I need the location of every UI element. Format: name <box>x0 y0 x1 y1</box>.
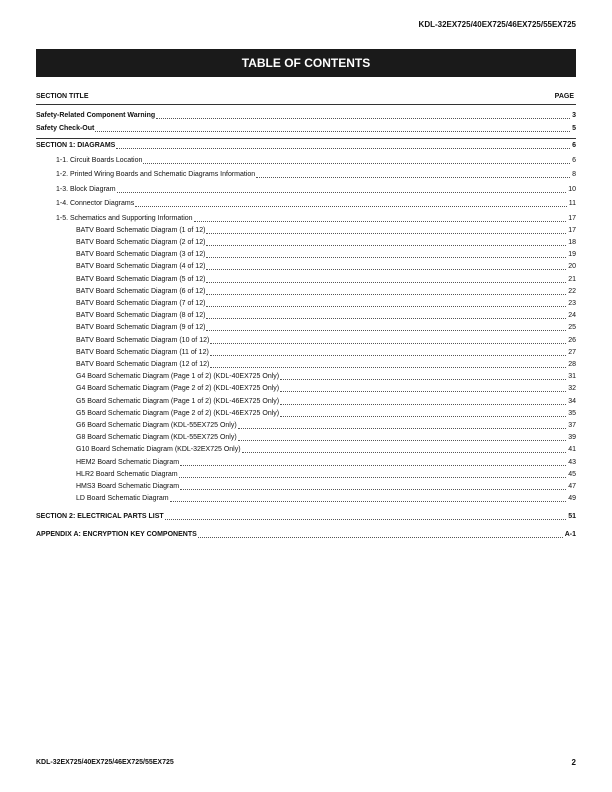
toc-entry[interactable] <box>76 383 576 395</box>
toc-entry[interactable] <box>76 249 576 261</box>
section-title-column-header: SECTION TITLE <box>36 93 89 100</box>
dot-leader <box>117 191 567 193</box>
toc-entry-page: 6 <box>572 142 576 149</box>
toc-entry-title: BATV Board Schematic Diagram (1 of 12) <box>76 226 206 234</box>
toc-entry[interactable] <box>76 322 576 334</box>
toc-entry-title: HMS3 Board Schematic Diagram <box>76 482 180 490</box>
dot-leader <box>206 268 566 270</box>
dot-leader <box>206 244 566 246</box>
dot-leader <box>206 317 566 319</box>
toc-entry-page: 27 <box>568 348 576 356</box>
toc-entry-page: 31 <box>568 373 576 381</box>
dot-leader <box>238 439 567 441</box>
toc-entry[interactable] <box>56 169 576 181</box>
toc-entry[interactable] <box>76 261 576 273</box>
toc-entry-title: G5 Board Schematic Diagram (Page 1 of 2) (KDL-46EX725 Only) <box>76 397 280 405</box>
dot-leader <box>210 366 566 368</box>
toc-entry[interactable] <box>56 213 576 225</box>
toc-entry-title: BATV Board Schematic Diagram (12 of 12) <box>76 360 210 368</box>
toc-entry-page: 39 <box>568 434 576 442</box>
toc-entry-title: SECTION 1: DIAGRAMS <box>36 142 116 149</box>
toc-entry-title: Safety-Related Component Warning <box>36 112 156 119</box>
toc-entry-title: G8 Board Schematic Diagram (KDL-55EX725 Only) <box>76 434 237 442</box>
toc-entry-page: 17 <box>568 214 576 222</box>
dot-leader <box>156 117 570 119</box>
toc-entry-page: 22 <box>568 287 576 295</box>
dot-leader <box>206 305 566 307</box>
toc-entry[interactable] <box>56 155 576 167</box>
dot-leader <box>206 293 566 295</box>
toc-entry-page: 3 <box>572 112 576 119</box>
toc-entry[interactable] <box>76 335 576 347</box>
toc-entry-title: 1-5. Schematics and Supporting Information <box>56 214 193 222</box>
dot-leader <box>180 488 566 490</box>
dot-leader <box>95 130 570 132</box>
toc-entry-page: 10 <box>568 185 576 193</box>
dot-leader <box>170 500 567 502</box>
toc-entry-title: 1-3. Block Diagram <box>56 185 116 193</box>
toc-entry-page: 45 <box>568 470 576 478</box>
dot-leader <box>180 464 566 466</box>
toc-entry[interactable] <box>76 396 576 408</box>
toc-entry-title: BATV Board Schematic Diagram (6 of 12) <box>76 287 206 295</box>
toc-entry-title: LD Board Schematic Diagram <box>76 495 169 503</box>
toc-entry-page: 11 <box>568 200 576 207</box>
dot-leader <box>206 256 566 258</box>
toc-entry-page: 25 <box>568 324 576 332</box>
toc-entry-title: 1-1. Circuit Boards Location <box>56 156 143 164</box>
dot-leader <box>206 281 566 283</box>
toc-entry-page: 51 <box>568 513 576 521</box>
dot-leader <box>135 205 567 207</box>
toc-entry[interactable] <box>76 237 576 249</box>
dot-leader <box>206 232 566 234</box>
toc-entry-page: 24 <box>568 312 576 320</box>
toc-entry-title: Safety Check-Out <box>36 125 95 132</box>
dot-leader <box>210 342 566 344</box>
toc-entry-page: 37 <box>568 421 576 429</box>
toc-entry-page: 6 <box>572 156 576 164</box>
toc-entry[interactable] <box>36 529 576 541</box>
toc-entry[interactable] <box>76 371 576 383</box>
toc-entry[interactable] <box>76 310 576 322</box>
toc-entry-title: 1-4. Connector Diagrams <box>56 200 135 207</box>
toc-entry[interactable] <box>76 359 576 371</box>
dot-leader <box>256 176 570 178</box>
toc-entry-title: BATV Board Schematic Diagram (3 of 12) <box>76 251 206 259</box>
toc-entry-title: BATV Board Schematic Diagram (7 of 12) <box>76 299 206 307</box>
section-divider <box>36 138 576 139</box>
page-column-header: PAGE <box>554 93 574 100</box>
toc-entry-title: BATV Board Schematic Diagram (9 of 12) <box>76 324 206 332</box>
toc-entry-page: 49 <box>568 495 576 503</box>
toc-entry[interactable] <box>76 469 576 481</box>
toc-entry-title: BATV Board Schematic Diagram (2 of 12) <box>76 238 206 246</box>
toc-entry-page: 19 <box>568 251 576 259</box>
toc-entry[interactable] <box>36 140 576 152</box>
dot-leader <box>242 451 567 453</box>
dot-leader <box>280 378 566 380</box>
toc-title-banner <box>36 49 576 77</box>
toc-entry[interactable] <box>76 225 576 237</box>
toc-entry-page: 35 <box>568 409 576 417</box>
toc-entry-page: 5 <box>572 125 576 132</box>
toc-entry-page: A-1 <box>564 531 576 539</box>
footer-model-number: KDL-32EX725/40EX725/46EX725/55EX725 <box>36 759 174 766</box>
dot-leader <box>116 147 570 149</box>
toc-entry-page: 18 <box>568 238 576 246</box>
toc-entry-page: 8 <box>572 171 576 178</box>
toc-entry-title: G10 Board Schematic Diagram (KDL-32EX725 Only) <box>76 446 241 454</box>
toc-entry-title: G4 Board Schematic Diagram (Page 1 of 2) (KDL-40EX725 Only) <box>76 373 280 381</box>
footer-page-number: 2 <box>571 758 576 767</box>
dot-leader <box>194 220 567 222</box>
dot-leader <box>280 403 566 405</box>
toc-entry-title: G6 Board Schematic Diagram (KDL-55EX725 Only) <box>76 421 237 429</box>
toc-entry-page: 43 <box>568 458 576 466</box>
toc-entry-title: BATV Board Schematic Diagram (11 of 12) <box>76 348 209 356</box>
toc-entry[interactable] <box>76 298 576 310</box>
toc-entry-title: 1-2. Printed Wiring Boards and Schematic Diagrams Information <box>56 171 256 178</box>
toc-entry-page: 23 <box>568 299 576 307</box>
toc-entry[interactable] <box>76 432 576 444</box>
page-title: TABLE OF CONTENTS <box>241 56 371 70</box>
toc-entry[interactable] <box>76 347 576 359</box>
dot-leader <box>280 390 566 392</box>
toc-entry-title: BATV Board Schematic Diagram (4 of 12) <box>76 263 206 271</box>
toc-entry-title: G4 Board Schematic Diagram (Page 2 of 2) (KDL-40EX725 Only) <box>76 385 280 393</box>
dot-leader <box>210 354 566 356</box>
dot-leader <box>238 427 567 429</box>
toc-entry[interactable] <box>76 457 576 469</box>
toc-entry[interactable] <box>36 511 576 523</box>
toc-entry-title: BATV Board Schematic Diagram (5 of 12) <box>76 275 206 283</box>
toc-entry[interactable] <box>76 481 576 493</box>
toc-entry-page: 28 <box>568 360 576 368</box>
toc-entry-page: 41 <box>568 446 576 454</box>
toc-entry-title: HEM2 Board Schematic Diagram <box>76 458 180 466</box>
toc-entry[interactable] <box>76 408 576 420</box>
toc-entry[interactable] <box>76 444 576 456</box>
dot-leader <box>206 329 566 331</box>
toc-entry[interactable] <box>56 184 576 196</box>
toc-entry-page: 32 <box>568 385 576 393</box>
toc-entry-page: 26 <box>568 336 576 344</box>
header-model-number: KDL-32EX725/40EX725/46EX725/55EX725 <box>418 20 576 29</box>
dot-leader <box>143 162 570 164</box>
toc-entry-title: APPENDIX A: ENCRYPTION KEY COMPONENTS <box>36 531 197 539</box>
toc-entry-page: 34 <box>568 397 576 405</box>
toc-entry-title: G5 Board Schematic Diagram (Page 2 of 2) (KDL-46EX725 Only) <box>76 409 280 417</box>
toc-entry[interactable] <box>56 198 576 210</box>
toc-entry[interactable] <box>76 274 576 286</box>
toc-entry-title: HLR2 Board Schematic Diagram <box>76 470 178 478</box>
toc-entry[interactable] <box>36 110 576 122</box>
toc-entry-page: 47 <box>568 482 576 490</box>
dot-leader <box>165 518 567 520</box>
dot-leader <box>280 415 566 417</box>
toc-entry[interactable] <box>76 286 576 298</box>
dot-leader <box>179 476 567 478</box>
toc-entry[interactable] <box>36 123 576 135</box>
toc-entry-title: BATV Board Schematic Diagram (8 of 12) <box>76 312 206 320</box>
dot-leader <box>198 536 563 538</box>
toc-entry-page: 20 <box>568 263 576 271</box>
toc-entry-page: 21 <box>568 275 576 283</box>
toc-entry-title: BATV Board Schematic Diagram (10 of 12) <box>76 336 210 344</box>
toc-entry-title: SECTION 2: ELECTRICAL PARTS LIST <box>36 513 164 521</box>
toc-entry-page: 17 <box>568 226 576 234</box>
toc-entry[interactable] <box>76 420 576 432</box>
header-divider <box>36 104 576 105</box>
toc-entry[interactable] <box>76 493 576 505</box>
